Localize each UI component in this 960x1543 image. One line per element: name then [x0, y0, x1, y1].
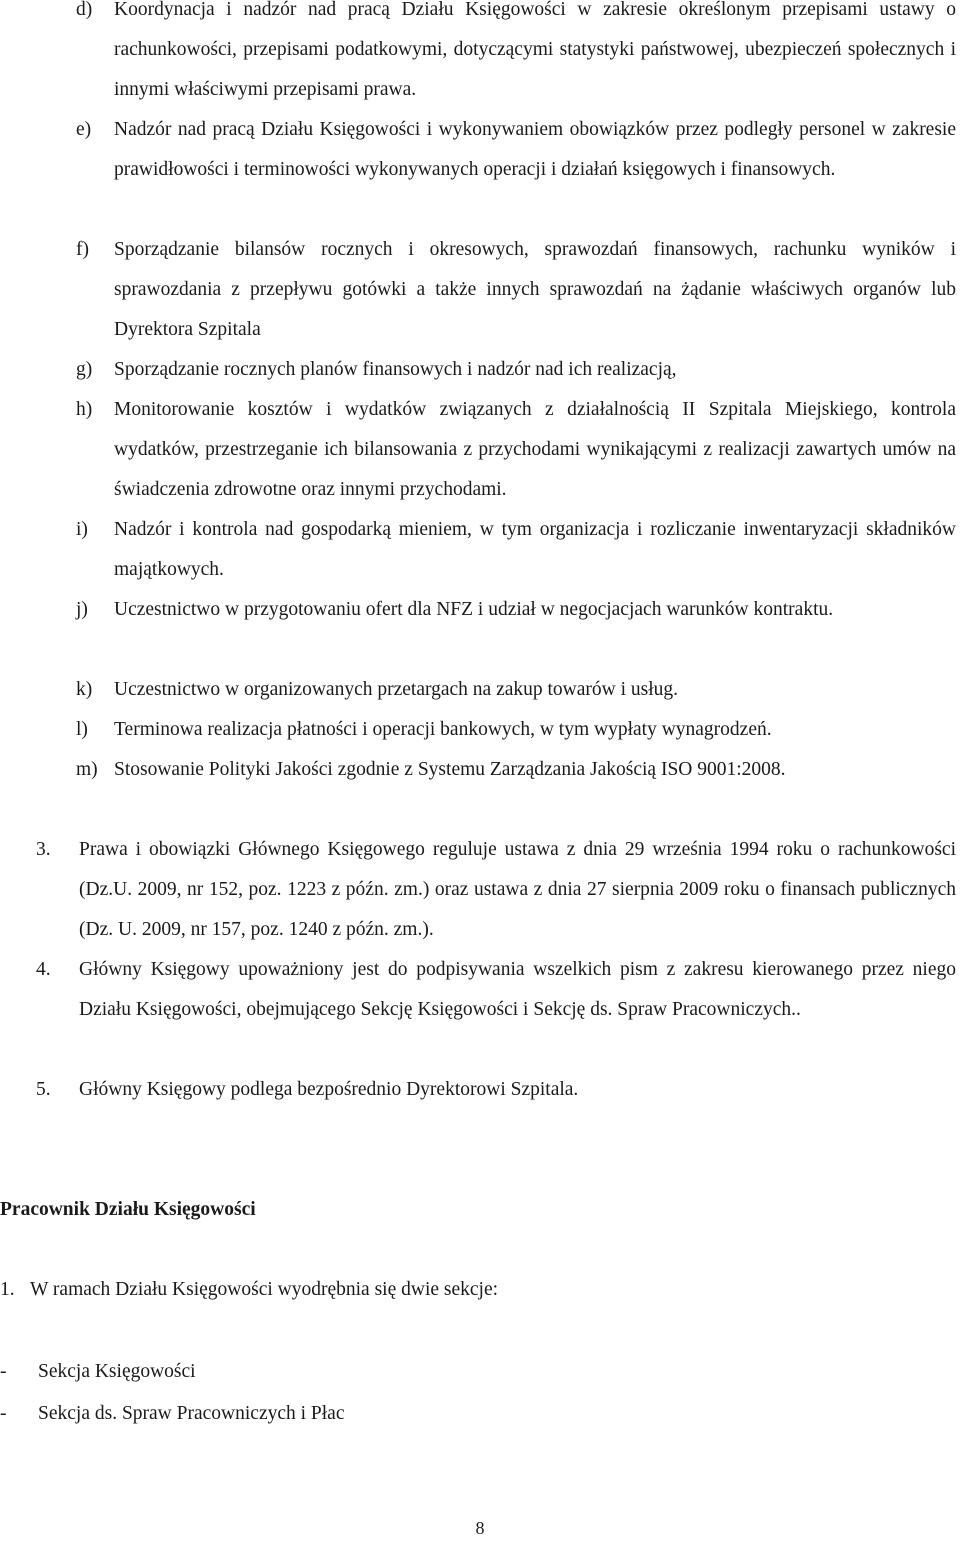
- page-number: 8: [475, 1518, 485, 1538]
- list-marker: 4.: [36, 959, 51, 980]
- list-marker: g): [76, 359, 93, 380]
- dash-marker: -: [0, 1361, 7, 1382]
- list-item-text: Monitorowanie kosztów i wydatków związanych z działalnością II Szpitala Miejskiego, kontrola wydatków, przestrzeganie ich bilansowania z przychodami wynikającymi z realizacji zawartych umów na świadczenia zdrowotne oraz innymi przychodami.: [114, 399, 956, 500]
- list-marker: j): [76, 599, 88, 620]
- list-marker: m): [76, 759, 98, 780]
- list-item-text: Terminowa realizacja płatności i operacji bankowych, w tym wypłaty wynagrodzeń.: [114, 719, 772, 740]
- list-item-text: Nadzór nad pracą Działu Księgowości i wykonywaniem obowiązków przez podległy personel w zakresie prawidłowości i terminowości wykonywanych operacji i działań księgowych i finansowych.: [114, 119, 956, 180]
- list-item-text: Główny Księgowy upoważniony jest do podpisywania wszelkich pism z zakresu kierowanego przez niego Działu Księgowości, obejmującego Sekcję Księgowości i Sekcję ds. Spraw Pracowniczych..: [79, 959, 956, 1020]
- list-marker: 5.: [36, 1079, 51, 1100]
- list-item-text: Stosowanie Polityki Jakości zgodnie z Systemu Zarządzania Jakością ISO 9001:2008.: [114, 759, 786, 780]
- intro-number: 1.: [0, 1279, 15, 1300]
- list-marker: e): [76, 119, 92, 140]
- section-list-item: [0, 1352, 196, 1392]
- dash-marker: -: [0, 1403, 7, 1424]
- list-marker: d): [76, 0, 93, 20]
- section-intro: [0, 1270, 498, 1310]
- list-item-text: Sporządzanie bilansów rocznych i okresowych, sprawozdań finansowych, rachunku wyników i sprawozdania z przepływu gotówki a także innych sprawozdań na żądanie właściwych organów lub Dyrektora Szpitala: [114, 239, 956, 340]
- list-item-text: Uczestnictwo w przygotowaniu ofert dla NFZ i udział w negocjacjach warunków kontraktu.: [114, 599, 834, 620]
- section-heading: Pracownik Działu Księgowości: [0, 1199, 256, 1220]
- list-marker: f): [76, 239, 89, 260]
- list-item-text: Nadzór i kontrola nad gospodarką mieniem, w tym organizacja i rozliczanie inwentaryzacji składników majątkowych.: [114, 519, 956, 580]
- list-marker: h): [76, 399, 93, 420]
- intro-text: W ramach Działu Księgowości wyodrębnia się dwie sekcje:: [30, 1279, 499, 1300]
- section-label: Sekcja Księgowości: [38, 1361, 196, 1382]
- list-marker: 3.: [36, 839, 51, 860]
- list-item-text: Główny Księgowy podlega bezpośrednio Dyrektorowi Szpitala.: [79, 1079, 579, 1100]
- list-item-text: Prawa i obowiązki Głównego Księgowego reguluje ustawa z dnia 29 września 1994 roku o rachunkowości (Dz.U. 2009, nr 152, poz. 1223 z późn. zm.) oraz ustawa z dnia 27 sierpnia 2009 roku o finansach publicznych (Dz. U. 2009, nr 157, poz. 1240 z późn. zm.).: [79, 839, 956, 940]
- list-marker: i): [76, 519, 88, 540]
- list-item-text: Koordynacja i nadzór nad pracą Działu Księgowości w zakresie określonym przepisami ustawy o rachunkowości, przepisami podatkowymi, dotyczącymi statystyki państwowej, ubezpieczeń społecznych i innymi właściwymi przepisami prawa.: [114, 0, 956, 100]
- section-list-item: [0, 1394, 345, 1434]
- list-item-text: Sporządzanie rocznych planów finansowych i nadzór nad ich realizacją,: [114, 359, 677, 380]
- section-label: Sekcja ds. Spraw Pracowniczych i Płac: [38, 1403, 345, 1424]
- list-marker: k): [76, 679, 93, 700]
- list-item-text: Uczestnictwo w organizowanych przetargach na zakup towarów i usług.: [114, 679, 679, 700]
- list-marker: l): [76, 719, 88, 740]
